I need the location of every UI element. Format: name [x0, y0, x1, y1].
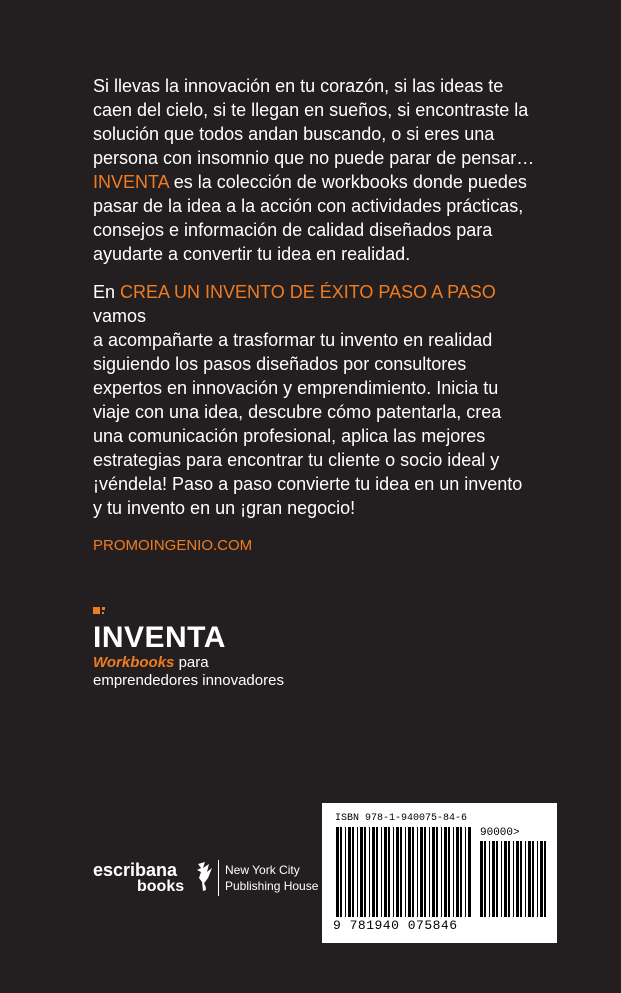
- text-line: caen del cielo, si te llegan en sueños, si encontraste la: [93, 100, 529, 120]
- text-span: En: [93, 282, 121, 302]
- divider: [218, 860, 219, 896]
- text-line: Si llevas la innovación en tu corazón, si las ideas te: [93, 76, 504, 96]
- publisher-house: Publishing House: [225, 879, 319, 893]
- text-line: a acompañarte a trasformar tu invento en realidad: [93, 330, 493, 350]
- text-line: estrategias para encontrar tu cliente o socio ideal y: [93, 450, 500, 470]
- text-span: vamos: [93, 306, 147, 326]
- text-line: siguiendo los pasos diseñados por consultores: [93, 354, 467, 374]
- collection-name: INVENTA: [93, 172, 169, 192]
- description-paragraph-2: [93, 280, 553, 520]
- text-line: [93, 170, 553, 194]
- text-line: solución que todos andan buscando, o si eres una: [93, 124, 495, 144]
- publisher-name: escribana: [93, 860, 178, 880]
- isbn-barcode: [322, 803, 557, 943]
- text-line: persona con insomnio que no puede parar de pensar…: [93, 148, 535, 168]
- text-line: una comunicación profesional, aplica las mejores: [93, 426, 486, 446]
- logo-subtitle: [93, 654, 209, 671]
- text-line: ¡véndela! Paso a paso convierte tu idea en un invento: [93, 474, 523, 494]
- isbn-number: ISBN 978-1-940075-84-6: [335, 813, 468, 824]
- publisher-city: New York City: [225, 863, 300, 877]
- text-line: viaje con una idea, descubre cómo patentarla, crea: [93, 402, 502, 422]
- logo-title: INVENTA: [93, 621, 226, 654]
- description-paragraph-1: [93, 74, 553, 266]
- text-line: y tu invento en un ¡gran negocio!: [93, 498, 356, 518]
- bird-icon: [195, 860, 215, 894]
- text-line: [93, 280, 553, 328]
- book-title: CREA UN INVENTO DE ÉXITO PASO A PASO: [120, 282, 496, 302]
- text-span: es la colección de workbooks donde puedes: [168, 172, 527, 192]
- barcode-digits: 9 781940 075846: [333, 918, 458, 933]
- website-link[interactable]: PROMOINGENIO.COM: [93, 537, 253, 554]
- publisher-logo: [93, 858, 323, 898]
- text-line: expertos en innovación y emprendimiento. Inicia tu: [93, 378, 499, 398]
- logo-subtitle-bold: Workbooks: [93, 654, 175, 671]
- text-span: para: [174, 654, 209, 671]
- text-line: consejos e información de calidad diseñados para: [93, 220, 493, 240]
- price-code: 90000>: [480, 827, 520, 839]
- logo-subtitle-line2: emprendedores innovadores: [93, 672, 284, 689]
- text-line: ayudarte a convertir tu idea en realidad.: [93, 244, 411, 264]
- text-line: pasar de la idea a la acción con actividades prácticas,: [93, 196, 524, 216]
- publisher-name-books: books: [137, 878, 185, 895]
